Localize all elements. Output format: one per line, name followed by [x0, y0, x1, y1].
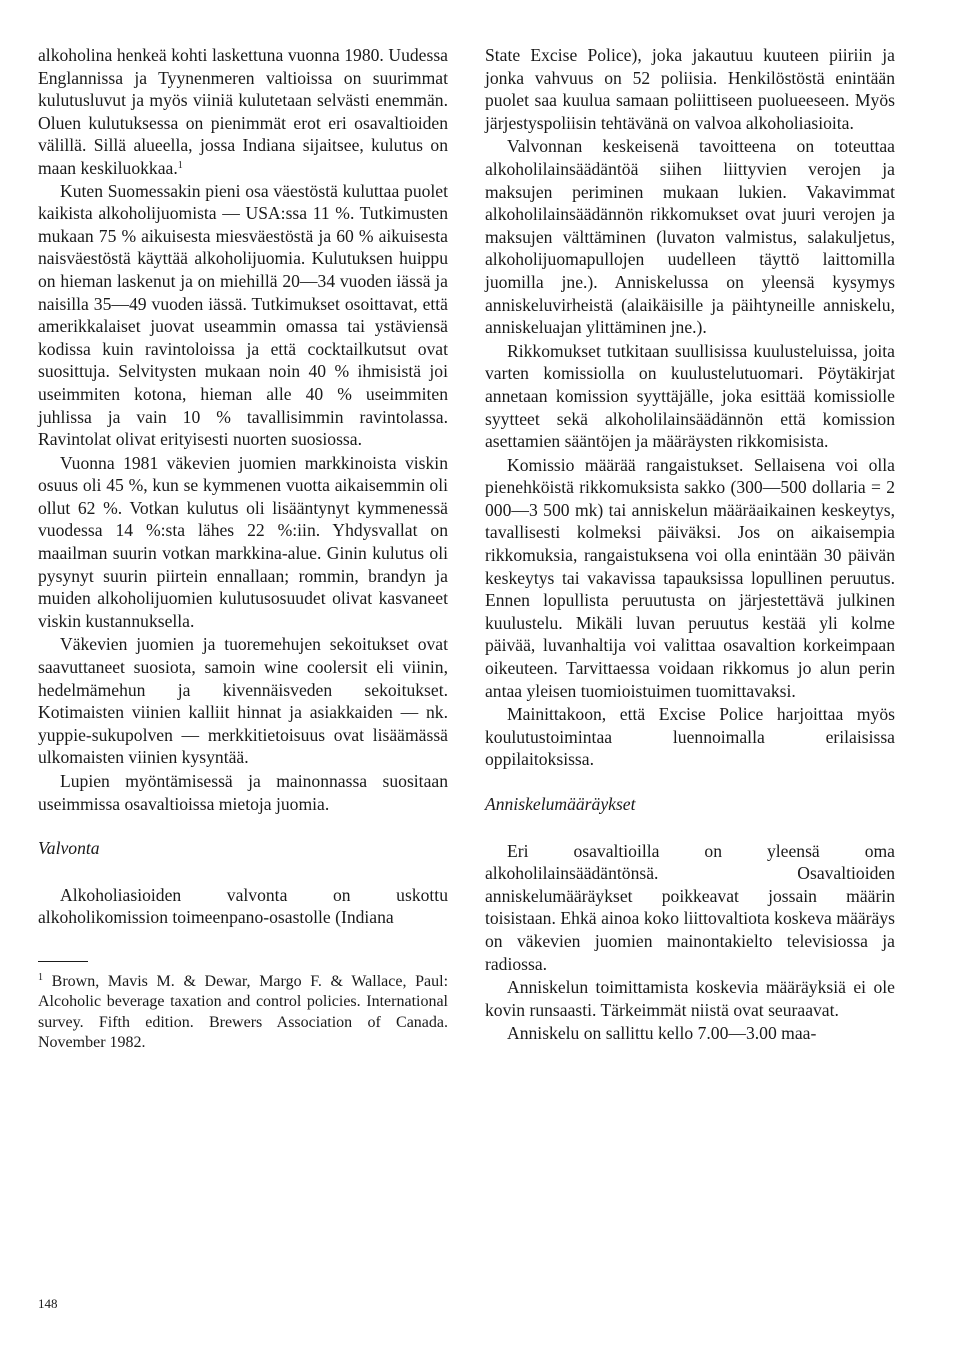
paragraph-supervision: Alkoholiasioiden valvonta on uskottu alkoholikomission toimeenpano-osastolle (Indiana: [38, 884, 448, 928]
section-heading-valvonta: Valvonta: [38, 838, 100, 859]
paragraph-usa-stats: Kuten Suomessakin pieni osa väestöstä kuluttaa puolet kaikista alkoholijuomista — USA:ssa 11 %. Tutkimusten mukaan 75 % aikuisesta miesväestöstä ja 60 % aikuisesta naisväestöstä käyttää alkoholijuomia. Kulutuksen huippu on hieman laskenut ja on miehillä 20—34 vuoden iässä ja naisilla 35—49 vuoden iässä. Tutkimukset osoittavat, että amerikkalaiset juovat useammin omassa tai ystäviensä kodissa kuin ravintoloissa ja että cocktailkutsut ovat suosittuja. Selvitysten mukaan noin 40 % ihmisistä joi useimmiten kotona, hieman alle 40 % useimmiten juhlissa ja vain 10 % tavallisimmin ravintolassa. Ravintolat olivat erityisesti nuorten suosiossa.: [38, 180, 448, 450]
left-column: [38, 44, 448, 1054]
paragraph-serving-hours: Anniskelu on sallittu kello 7.00—3.00 maa-: [507, 1023, 817, 1044]
footnote-text: Brown, Mavis M. & Dewar, Margo F. & Wallace, Paul: Alcoholic beverage taxation and control policies. International survey. Fifth edition. Brewers Association of Canada. November 1982.: [38, 972, 449, 1052]
page-number: 148: [38, 1296, 58, 1311]
footnote-reference: 1: [177, 159, 183, 171]
paragraph-spirits-market: Vuonna 1981 väkevien juomien markkinoista viskin osuus oli 45 %, kun se kymmenen vuotta aikaisemmin oli ollut 62 %. Votkan kulutus oli lisääntynyt kymmenessä vuodessa 14 %:sta lähes 22 %:iin. Yhdysvallat on maailman suurin votkan markkina-alue. Ginin kulutus oli pysynyt suurin piirtein ennallaan; rommin, brandyn ja muiden alkoholijuomien kulutusosuudet olivat kasvaneet viskin kustannuksella.: [38, 452, 448, 631]
paragraph-mixed-drinks: Väkevien juomien ja tuoremehujen sekoitukset ovat saavuttaneet suosiota, samoin wine coolersit eli viinin, hedelmämehun ja kivennäisveden sekoitukset. Kotimaisten viinien kalliit hinnat ja asiakkaiden — nk. yuppie-sukupolven — merkkitietoisuus ovat lisäämässä ulkomaisten viinien kysyntää.: [38, 634, 448, 768]
footnote-marker: 1: [38, 971, 43, 983]
section-heading-anniskelumaaraykset: Anniskelumääräykset: [485, 794, 636, 814]
paragraph-consumption: alkoholina henkeä kohti laskettuna vuonna 1980. Uudessa Englannissa ja Tyynenmeren valtioissa on suurimmat kulutusluvut ja myös viiniä kulutetaan selvästi enemmän. Oluen kulutuksessa on pienimmät erot eri osavaltioiden välillä. Sillä alueella, jossa Indiana sijaitsee, kulutus on maan keskiluokkaa.$^1$: [38, 45, 448, 178]
paragraph-state-laws: Eri osavaltioilla on yleensä oma alkoholilainsäädäntönsä. Osavaltioiden anniskelumääräykset poikkeavat jossain määrin toisistaan. Ehkä ainoa koko liittovaltiota koskeva määräys on väkevien juomien mainontakielto televisiossa ja radiossa.: [485, 840, 895, 974]
paragraph-hearings: Rikkomukset tutkitaan suullisissa kuulusteluissa, joita varten komissiolla on kuulustelutuomari. Pöytäkirjat annetaan komission syyttäjälle, joka esittää komissiolle syytteet sekä alkoholilainsäädännön että komission asettamien sääntöjen ja määräysten rikkomisista.: [485, 340, 895, 452]
paragraph-licensing: Lupien myöntämisessä ja mainonnassa suositaan useimmissa osavaltioissa mietoja juomia.: [38, 771, 448, 814]
footnote-divider: [38, 961, 88, 962]
paragraph-penalties: Komissio määrää rangaistukset. Sellaisena voi olla pienehköistä rikkomuksista sakko (300—500 dollaria = 2 000—3 500 mk) tai anniskelun määräaikainen keskeytys, tavallisesti kolmeksi päiväksi. Jos on aikaisempia rikkomuksia, rangaistuksena voi olla enintään 30 päivän keskeytys tai vakavissa tapauksissa lopullinen peruutus. Ennen lopullista peruutusta on järjestettävä julkinen kuulustelu. Mikäli luvan peruutus kestää yli kolme päivää, luvanhaltija voi valittaa osavaltion korkeimpaan oikeuteen. Tarvittaessa voidaan rikkomus jo alun perin antaa yleisen tuomioistuimen tuomittavaksi.: [485, 454, 895, 701]
paragraph-excise-police: State Excise Police), joka jakautuu kuuteen piiriin ja jonka vahvuus on 52 poliisia. Henkilöstöstä enintään puolet saa kuulua samaan poliittiseen puolueeseen. Myös järjestyspoliisin tehtävänä on valvoa alkoholiasioita.: [485, 45, 895, 133]
paragraph-training: Mainittakoon, että Excise Police harjoittaa myös koulutustoimintaa luennoimalla erilaisissa oppilaitoksissa.: [485, 704, 895, 770]
right-column: [485, 44, 895, 1045]
paragraph-serving-rules: Anniskelun toimittamista koskevia määräyksiä ei ole kovin runsaasti. Tärkeimmät niistä ovat seuraavat.: [485, 977, 895, 1020]
footnote: [38, 972, 448, 1054]
paragraph-supervision-goals: Valvonnan keskeisenä tavoitteena on toteuttaa alkoholilainsäädäntöä siihen liittyvien verojen ja maksujen periminen mukaan lukien. Vakavimmat alkoholilainsäädännön rikkomukset ovat juuri verojen ja maksujen välttäminen (luvaton valmistus, salakuljetus, alkoholijuomapullojen uudelleen täyttö laittomilla juomilla jne.). Anniskelussa on yleensä kysymys anniskeluvirheistä (alaikäisille ja päihtyneille anniskelu, anniskeluajan ylittäminen jne.).: [485, 136, 895, 338]
